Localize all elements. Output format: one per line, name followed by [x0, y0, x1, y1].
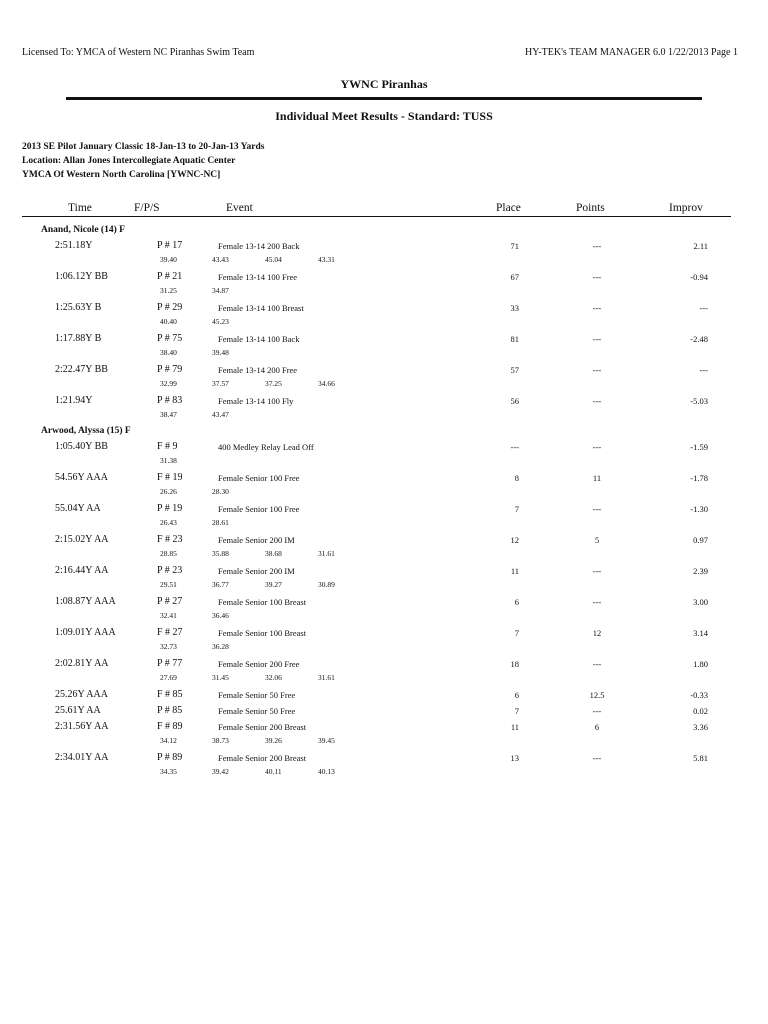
result-improv: 2.11: [693, 241, 708, 251]
result-event: 400 Medley Relay Lead Off: [218, 442, 314, 452]
result-improv: 3.14: [693, 628, 708, 638]
result-time: 25.61Y AA: [55, 705, 101, 716]
result-improv: 2.39: [693, 566, 708, 576]
result-points: ---: [592, 396, 602, 406]
result-points: 5: [594, 535, 600, 545]
result-time: 2:02.81Y AA: [55, 658, 109, 669]
result-time: 2:22.47Y BB: [55, 364, 108, 375]
result-place: 18: [510, 659, 519, 669]
result-points: ---: [592, 706, 602, 716]
result-points: 12.5: [589, 690, 605, 700]
result-points: ---: [592, 272, 602, 282]
result-time: 1:17.88Y B: [55, 333, 102, 344]
split-time: 39.48: [212, 348, 229, 357]
result-fps: P # 21: [157, 271, 183, 282]
result-place: 33: [510, 303, 519, 313]
split-time: 31.38: [160, 456, 177, 465]
license-text: Licensed To: YMCA of Western NC Piranhas Swim Team: [22, 47, 255, 58]
result-improv: 3.00: [693, 597, 708, 607]
split-time: 26.26: [160, 487, 177, 496]
result-place: 12: [510, 535, 519, 545]
team-title: YWNC Piranhas: [340, 77, 428, 91]
result-fps: P # 27: [157, 596, 183, 607]
result-event: Female Senior 50 Free: [218, 706, 296, 716]
split-time: 32.06: [265, 673, 282, 682]
result-place: 8: [514, 473, 519, 483]
result-fps: F # 19: [157, 472, 183, 483]
result-points: 11: [592, 473, 602, 483]
result-place: 7: [514, 706, 519, 716]
result-points: ---: [592, 659, 602, 669]
result-event: Female Senior 100 Free: [218, 473, 300, 483]
result-place: ---: [510, 442, 519, 452]
result-event: Female Senior 100 Breast: [218, 628, 307, 638]
header-divider: [22, 216, 731, 217]
result-fps: F # 89: [157, 721, 183, 732]
result-place: 7: [514, 504, 519, 514]
result-improv: 0.02: [693, 706, 708, 716]
split-time: 34.35: [160, 767, 177, 776]
split-time: 30.89: [318, 580, 335, 589]
result-event: Female Senior 200 Breast: [218, 753, 307, 763]
split-time: 32.99: [160, 379, 177, 388]
meet-name: 2013 SE Pilot January Classic 18-Jan-13 to 20-Jan-13 Yards: [22, 142, 265, 152]
split-time: 32.41: [160, 611, 177, 620]
col-time: Time: [68, 202, 92, 214]
result-fps: P # 85: [157, 705, 183, 716]
result-fps: P # 89: [157, 752, 183, 763]
result-place: 81: [510, 334, 519, 344]
report-title: Individual Meet Results - Standard: TUSS: [275, 109, 493, 123]
result-improv: 5.81: [693, 753, 708, 763]
split-time: 36.28: [212, 642, 229, 651]
result-time: 2:15.02Y AA: [55, 534, 109, 545]
meet-team: YMCA Of Western North Carolina [YWNC-NC]: [22, 170, 221, 180]
split-time: 40.11: [265, 767, 282, 776]
split-time: 40.40: [160, 317, 177, 326]
result-time: 1:09.01Y AAA: [55, 627, 116, 638]
result-place: 67: [510, 272, 519, 282]
result-place: 6: [514, 690, 519, 700]
result-time: 1:21.94Y: [55, 395, 93, 406]
result-time: 2:34.01Y AA: [55, 752, 109, 763]
split-time: 31.61: [318, 673, 335, 682]
result-improv: -5.03: [690, 396, 708, 406]
split-time: 31.45: [212, 673, 229, 682]
split-time: 38.68: [265, 549, 282, 558]
result-fps: P # 77: [157, 658, 183, 669]
result-time: 1:05.40Y BB: [55, 441, 108, 452]
meet-location: Location: Allan Jones Intercollegiate Aquatic Center: [22, 156, 236, 166]
split-time: 35.88: [212, 549, 229, 558]
result-event: Female Senior 200 Free: [218, 659, 300, 669]
split-time: 45.04: [265, 255, 282, 264]
split-time: 43.47: [212, 410, 229, 419]
result-place: 71: [510, 241, 519, 251]
result-fps: F # 85: [157, 689, 183, 700]
result-fps: P # 29: [157, 302, 183, 313]
split-time: 39.27: [265, 580, 282, 589]
result-event: Female Senior 200 Breast: [218, 722, 307, 732]
split-time: 29.51: [160, 580, 177, 589]
split-time: 31.25: [160, 286, 177, 295]
result-improv: -0.94: [690, 272, 708, 282]
result-points: ---: [592, 241, 602, 251]
result-fps: F # 9: [157, 441, 178, 452]
result-points: ---: [592, 334, 602, 344]
split-time: 43.31: [318, 255, 335, 264]
result-time: 2:31.56Y AA: [55, 721, 109, 732]
result-time: 1:25.63Y B: [55, 302, 102, 313]
split-time: 28.30: [212, 487, 229, 496]
swimmer-name: Anand, Nicole (14) F: [41, 225, 125, 235]
result-event: Female Senior 50 Free: [218, 690, 296, 700]
result-improv: 1.80: [693, 659, 708, 669]
result-place: 13: [510, 753, 519, 763]
result-points: ---: [592, 303, 602, 313]
result-improv: ---: [699, 303, 708, 313]
split-time: 40.13: [318, 767, 335, 776]
split-time: 31.61: [318, 549, 335, 558]
split-time: 32.73: [160, 642, 177, 651]
result-place: 56: [510, 396, 519, 406]
result-time: 1:06.12Y BB: [55, 271, 108, 282]
result-event: Female Senior 200 IM: [218, 535, 295, 545]
result-event: Female 13-14 100 Back: [218, 334, 300, 344]
split-time: 28.61: [212, 518, 229, 527]
result-points: 6: [594, 722, 600, 732]
result-improv: -1.30: [690, 504, 708, 514]
result-place: 6: [514, 597, 519, 607]
col-points: Points: [576, 202, 605, 214]
result-place: 11: [510, 722, 519, 732]
split-time: 38.40: [160, 348, 177, 357]
split-time: 43.43: [212, 255, 229, 264]
split-time: 34.66: [318, 379, 335, 388]
split-time: 45.23: [212, 317, 229, 326]
split-time: 36.46: [212, 611, 229, 620]
result-event: Female 13-14 100 Fly: [218, 396, 294, 406]
col-improv: Improv: [669, 202, 703, 214]
result-points: 12: [592, 628, 602, 638]
result-time: 2:51.18Y: [55, 240, 93, 251]
split-time: 27.69: [160, 673, 177, 682]
result-improv: 3.36: [693, 722, 708, 732]
title-divider: [66, 97, 702, 100]
result-points: ---: [592, 566, 602, 576]
result-time: 2:16.44Y AA: [55, 565, 109, 576]
result-event: Female Senior 200 IM: [218, 566, 295, 576]
result-fps: P # 83: [157, 395, 183, 406]
result-event: Female 13-14 200 Back: [218, 241, 300, 251]
split-time: 38.47: [160, 410, 177, 419]
result-event: Female Senior 100 Breast: [218, 597, 307, 607]
split-time: 28.85: [160, 549, 177, 558]
split-time: 39.45: [318, 736, 335, 745]
col-event: Event: [226, 202, 253, 214]
result-fps: P # 79: [157, 364, 183, 375]
split-time: 37.25: [265, 379, 282, 388]
result-place: 11: [510, 566, 519, 576]
result-points: ---: [592, 597, 602, 607]
split-time: 38.73: [212, 736, 229, 745]
result-improv: ---: [699, 365, 708, 375]
split-time: 39.42: [212, 767, 229, 776]
split-time: 26.43: [160, 518, 177, 527]
col-fps: F/P/S: [134, 202, 160, 214]
result-event: Female Senior 100 Free: [218, 504, 300, 514]
split-time: 37.57: [212, 379, 229, 388]
result-improv: -1.59: [690, 442, 708, 452]
split-time: 39.40: [160, 255, 177, 264]
result-improv: 0.97: [693, 535, 708, 545]
result-fps: F # 23: [157, 534, 183, 545]
result-place: 57: [510, 365, 519, 375]
result-event: Female 13-14 200 Free: [218, 365, 298, 375]
result-points: ---: [592, 753, 602, 763]
result-time: 54.56Y AAA: [55, 472, 108, 483]
result-improv: -0.33: [690, 690, 708, 700]
result-place: 7: [514, 628, 519, 638]
result-event: Female 13-14 100 Breast: [218, 303, 304, 313]
result-fps: P # 23: [157, 565, 183, 576]
result-time: 1:08.87Y AAA: [55, 596, 116, 607]
result-fps: F # 27: [157, 627, 183, 638]
result-points: ---: [592, 504, 602, 514]
split-time: 34.87: [212, 286, 229, 295]
result-time: 55.04Y AA: [55, 503, 101, 514]
result-improv: -1.78: [690, 473, 708, 483]
swimmer-name: Arwood, Alyssa (15) F: [41, 426, 131, 436]
result-event: Female 13-14 100 Free: [218, 272, 298, 282]
result-fps: P # 17: [157, 240, 183, 251]
result-improv: -2.48: [690, 334, 708, 344]
result-fps: P # 75: [157, 333, 183, 344]
result-points: ---: [592, 365, 602, 375]
split-time: 36.77: [212, 580, 229, 589]
result-points: ---: [592, 442, 602, 452]
result-time: 25.26Y AAA: [55, 689, 108, 700]
split-time: 39.26: [265, 736, 282, 745]
result-fps: P # 19: [157, 503, 183, 514]
split-time: 34.12: [160, 736, 177, 745]
col-place: Place: [496, 202, 521, 214]
software-info: HY-TEK's TEAM MANAGER 6.0 1/22/2013 Page 1: [525, 47, 738, 58]
